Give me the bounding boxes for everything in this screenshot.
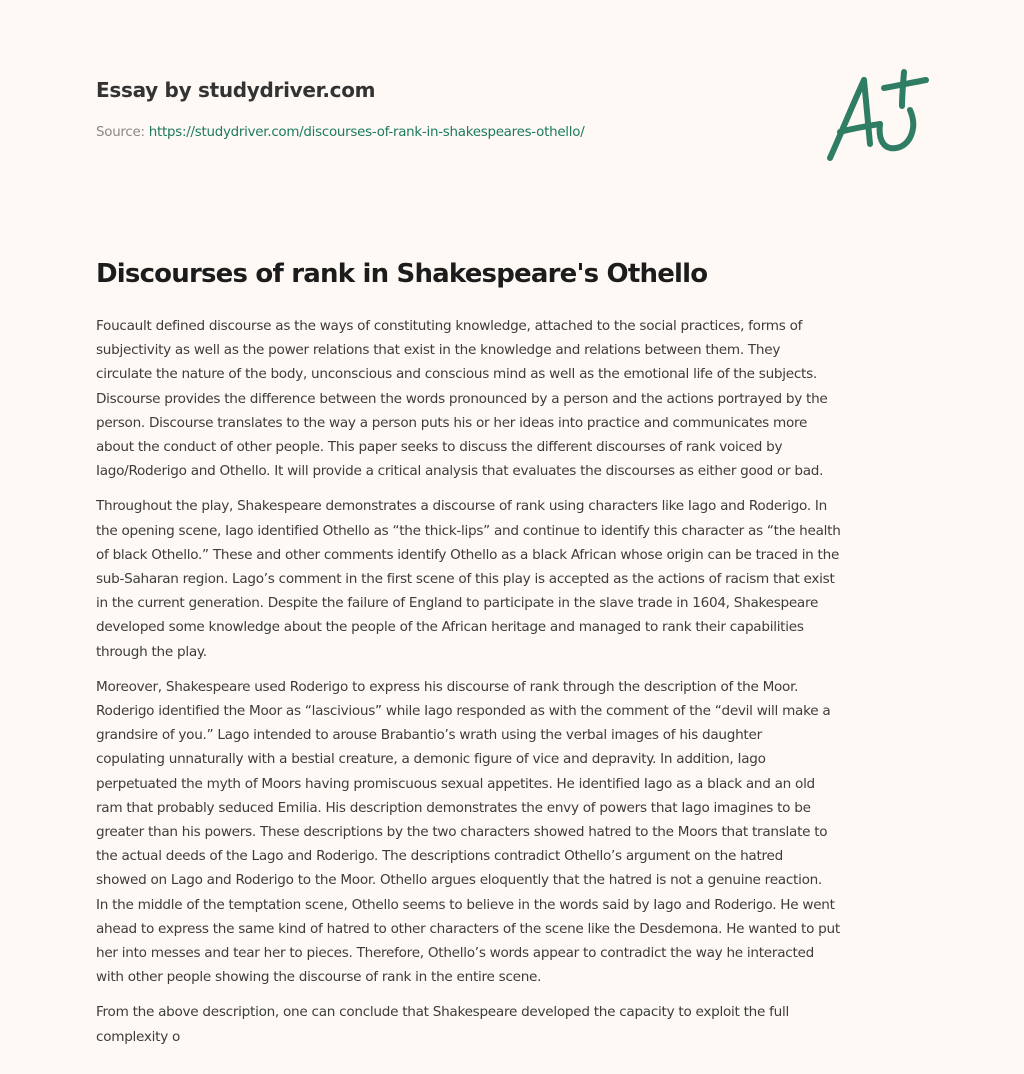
source-link[interactable]: https://studydriver.com/discourses-of-rank-in-shakespeares-othello/ <box>148 125 585 140</box>
text-line: Foucault defined discourse as the ways of constituting knowledge, attached to the social practices, forms of <box>96 318 803 334</box>
page-header <box>96 74 796 140</box>
text-line: perpetuated the myth of Moors having promiscuous sexual appetites. He identified Iago as a black and an old <box>96 775 815 792</box>
text-line: her into messes and tear her to pieces. Therefore, Othello’s words appear to contradict the way he interacted <box>96 945 814 962</box>
article-paragraph-3 <box>96 675 956 990</box>
text-line: complexity o <box>96 1028 181 1045</box>
text-line: person. Discourse translates to the way a person puts his or her ideas into practice and communicates more <box>96 414 808 431</box>
text-line: of black Othello.” These and other comments identify Othello as a black African whose origin can be traced in the <box>96 546 840 563</box>
text-line: copulating unnaturally with a bestial creature, a demonic figure of vice and depravity. In addition, Iago <box>96 751 766 768</box>
text-line: greater than his powers. These descriptions by the two characters showed hatred to the Moors that translate to <box>96 824 828 841</box>
text-line: circulate the nature of the body, unconscious and conscious mind as well as the emotional life of the subjects. <box>96 366 817 383</box>
article-paragraph-1 <box>96 314 956 483</box>
text-line: ahead to express the same kind of hatred to other characters of the scene like the Desdemona. He wanted to put <box>96 920 840 937</box>
text-line: From the above description, one can conclude that Shakespeare developed the capacity to exploit the full <box>96 1004 789 1021</box>
page-title: Discourses of rank in Shakespeare's Othello <box>96 259 708 289</box>
text-line: Iago/Roderigo and Othello. It will provide a critical analysis that evaluates the discourses as either good or bad. <box>96 463 824 480</box>
article-body <box>96 314 956 1060</box>
text-line: the actual deeds of the Lago and Roderigo. The descriptions contradict Othello’s argument on the hatred <box>96 848 783 865</box>
text-line: showed on Lago and Roderigo to the Moor. Othello argues eloquently that the hatred is not a genuine reaction. <box>96 872 822 889</box>
a-plus-grade-icon <box>822 66 932 166</box>
source-line <box>96 122 584 144</box>
text-line: the opening scene, Iago identified Othello as “the thick-lips” and continue to identify this character as “the health <box>96 522 841 539</box>
site-title: Essay by studydriver.com <box>96 78 376 102</box>
text-line: Roderigo identified the Moor as “lascivious” while Iago responded as with the comment of the “devil will make a <box>96 703 831 720</box>
text-line: Moreover, Shakespeare used Roderigo to express his discourse of rank through the description of the Moor. <box>96 678 799 695</box>
text-line: in the current generation. Despite the failure of England to participate in the slave trade in 1604, Shakespeare <box>96 595 819 612</box>
article-paragraph-2 <box>96 494 956 663</box>
text-line: In the middle of the temptation scene, Othello seems to believe in the words said by Iago and Roderigo. He went <box>96 896 835 913</box>
text-line: Discourse provides the difference between the words pronounced by a person and the actions portrayed by the <box>96 390 828 407</box>
text-line: about the conduct of other people. This paper seeks to discuss the different discourses of rank voiced by <box>96 439 783 456</box>
text-line: developed some knowledge about the people of the African heritage and managed to rank their capabilities <box>96 619 804 636</box>
text-line: with other people showing the discourse of rank in the entire scene. <box>96 969 542 986</box>
article-paragraph-4 <box>96 1000 956 1048</box>
text-line: grandsire of you.” Lago intended to arouse Brabantio’s wrath using the verbal images of his daughter <box>96 727 762 744</box>
source-label: Source: <box>96 125 149 140</box>
text-line: ram that probably seduced Emilia. His description demonstrates the envy of powers that Iago imagines to be <box>96 799 811 816</box>
text-line: sub-Saharan region. Lago’s comment in the first scene of this play is accepted as the actions of racism that exist <box>96 571 835 588</box>
text-line: subjectivity as well as the power relations that exist in the knowledge and relations between them. They <box>96 342 781 359</box>
text-line: through the play. <box>96 643 207 660</box>
text-line: Throughout the play, Shakespeare demonstrates a discourse of rank using characters like Iago and Roderigo. In <box>96 498 828 515</box>
